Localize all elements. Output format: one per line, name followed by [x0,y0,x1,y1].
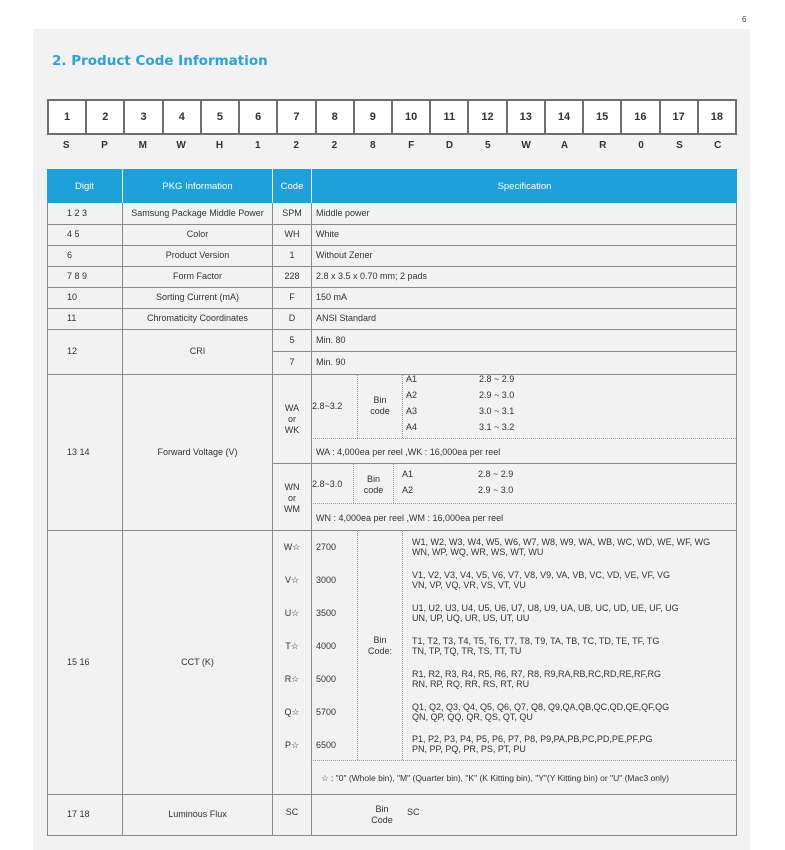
header-pkg-info: PKG Information [123,169,272,203]
code-cell: P☆ [284,740,300,750]
pkg-info-cell: Samsung Package Middle Power [131,208,264,218]
bin-value: 2.8 ~ 2.9 [478,469,514,479]
bin-value: 2.9 ~ 3.0 [479,390,515,400]
code-letter: D [445,140,454,151]
code-digit: 2 [87,101,125,133]
cct-bin-list: R1, R2, R3, R4, R5, R6, R7, R8, R9,RA,RB,RC,RD,RE,RF,RG [412,669,662,679]
voltage-range: 2.8~3.2 [312,401,343,411]
bin-code-label: code [370,406,390,416]
grid-line [402,374,404,438]
code-digit: 6 [240,101,278,133]
spec-cell: Min. 90 [316,357,346,367]
code-cell: SPM [282,208,302,218]
code-cell: SC [285,807,299,817]
cct-value: 3000 [316,575,337,585]
code-cell: 1 [289,250,295,260]
grid-line [47,794,737,795]
code-letter: F [408,140,415,151]
spec-cell: 2.8 x 3.5 x 0.70 mm; 2 pads [316,271,428,281]
code-cell: U☆ [284,608,300,618]
digit-cell: 4 5 [67,229,80,239]
grid-line [47,266,737,267]
cct-bin-list: T1, T2, T3, T4, T5, T6, T7, T8, T9, TA, TB, TC, TD, TE, TF, TG [412,636,660,646]
bin-value: 2.9 ~ 3.0 [478,485,514,495]
code-digit: 11 [431,101,469,133]
code-digit: 10 [393,101,431,133]
code-letter: S [676,140,683,151]
bin-code-label: Bin [373,395,387,405]
grid-line [311,760,736,761]
digit-cell: 12 [67,346,78,356]
grid-line [272,351,737,352]
code-letter: C [714,140,722,151]
code-cell: V☆ [284,575,300,585]
digit-cell: 13 14 [67,447,90,457]
grid-line [47,287,737,288]
bin-code-label: Bin [375,804,389,814]
cct-value: 3500 [316,608,337,618]
grid-line [311,438,736,439]
code-letter: A [560,140,569,151]
code-cell: 228 [284,271,300,281]
code-cell: T☆ [285,641,299,651]
grid-line [47,835,737,836]
cct-bin-list: Q1, Q2, Q3, Q4, Q5, Q6, Q7, Q8, Q9,QA,QB,QC,QD,QE,QF,QG [412,702,670,712]
code-cell: W☆ [283,542,301,552]
grid-line [47,224,737,225]
code-letter: 1 [255,140,261,151]
code-letter: P [101,140,108,151]
grid-line [47,374,737,375]
code-digit: 4 [164,101,202,133]
spec-cell: White [316,229,340,239]
bin-code: A4 [406,422,418,432]
code-cell: WH [284,229,300,239]
grid-line [393,463,395,503]
spec-cell: Min. 80 [316,335,346,345]
bin-value: 3.1 ~ 3.2 [479,422,515,432]
code-digit-boxes [47,99,737,135]
code-letter: W [176,140,186,151]
code-cell: WK [284,425,300,435]
bin-value: 3.0 ~ 3.1 [479,406,515,416]
cct-bin-list: QN, QP, QQ, QR, QS, QT, QU [412,712,533,722]
cct-value: 5700 [316,707,337,717]
grid-line [736,203,737,836]
code-cell: WA [284,403,300,413]
code-cell: 5 [289,335,295,345]
code-cell: D [288,313,296,323]
cct-value: 2700 [316,542,337,552]
spec-cell: ANSI Standard [316,313,377,323]
code-digit: 15 [584,101,622,133]
cct-bin-list: VN, VP, VQ, VR, VS, VT, VU [412,580,526,590]
cct-bin-list: UN, UP, UQ, UR, US, UT, UU [412,613,530,623]
code-cell: Q☆ [284,707,300,717]
pkg-info-cell: Product Version [165,250,230,260]
pkg-info-cell: Luminous Flux [168,809,227,819]
code-digit: 3 [125,101,163,133]
cct-bin-list: W1, W2, W3, W4, W5, W6, W7, W8, W9, WA, WB, WC, WD, WE, WF, WG [412,537,711,547]
pkg-info-cell: Color [186,229,209,239]
grid-line [272,463,737,464]
digit-cell: 17 18 [67,809,90,819]
digit-cell: 1 2 3 [67,208,88,218]
code-letter: H [215,140,224,151]
code-digit: 12 [469,101,507,133]
code-cell: WN [284,482,300,492]
code-digit: 8 [317,101,355,133]
code-digit: 14 [546,101,584,133]
pkg-info-cell: Forward Voltage (V) [157,447,238,457]
bin-code: A3 [406,406,418,416]
cct-bin-list: PN, PP, PQ, PR, PS, PT, PU [412,744,526,754]
code-letters [47,140,737,156]
bin-code: A2 [406,390,418,400]
header-digit: Digit [47,169,122,203]
code-letter: R [599,140,607,151]
reel-note: WN : 4,000ea per reel ,WM : 16,000ea per reel [316,513,504,523]
grid-line [47,530,737,531]
grid-line [311,503,736,504]
code-letter: 2 [331,140,338,151]
code-cell: R☆ [284,674,300,684]
code-letter: W [521,140,531,151]
cct-bin-list: U1, U2, U3, U4, U5, U6, U7, U8, U9, UA, UB, UC, UD, UE, UF, UG [412,603,679,613]
bin-code-label: Code [371,815,393,825]
bin-code: A1 [406,374,418,384]
code-cell: or [287,493,296,503]
code-letter: 0 [638,140,644,151]
cct-bin-list: P1, P2, P3, P4, P5, P6, P7, P8, P9,PA,PB,PC,PD,PE,PF,PG [412,734,653,744]
cct-value: 5000 [316,674,337,684]
code-letter: 8 [370,140,376,151]
grid-line [47,329,737,330]
header-code: Code [273,169,311,203]
grid-line [47,245,737,246]
spec-cell: SC [407,807,420,817]
spec-cell: Without Zener [316,250,373,260]
cct-bin-list: RN, RP, RQ, RR, RS, RT, RU [412,679,530,689]
reel-note: WA : 4,000ea per reel ,WK : 16,000ea per reel [316,447,501,457]
cct-value: 4000 [316,641,337,651]
pkg-info-cell: Sorting Current (mA) [155,292,240,302]
code-letter: S [62,140,70,151]
code-cell: 7 [289,357,295,367]
grid-line [311,203,312,836]
code-cell: or [287,414,296,424]
code-cell: WM [284,504,300,514]
cct-bin-note: ☆ : "0" (Whole bin), "M" (Quarter bin), "K" (K Kitting bin), "Y"(Y Kitting bin) or "U" (Mac3 only) [321,773,669,783]
bin-code: A2 [402,485,414,495]
spec-table [47,169,737,836]
digit-cell: 7 8 9 [67,271,88,281]
code-letter: 2 [293,140,299,151]
code-digit: 16 [622,101,660,133]
digit-cell: 10 [67,292,78,302]
bin-code-label: Code: [367,646,393,656]
grid-line [47,203,48,836]
bin-code-label: code [363,485,384,495]
pkg-info-cell: CRI [189,346,206,356]
pkg-info-cell: Form Factor [172,271,222,281]
header-specification: Specification [312,169,737,203]
code-digit: 1 [49,101,87,133]
spec-cell: 150 mA [316,292,348,302]
code-cell: F [289,292,295,302]
code-digit: 17 [661,101,699,133]
digit-cell: 6 [67,250,73,260]
digit-cell: 11 [67,313,77,323]
code-digit: 7 [278,101,316,133]
bin-code-label: Bin [373,635,387,645]
bin-code-label: Bin [366,474,380,484]
cct-value: 6500 [316,740,337,750]
pkg-info-cell: Chromaticity Coordinates [146,313,249,323]
bin-value: 2.8 ~ 2.9 [479,374,515,384]
spec-cell: Middle power [316,208,370,218]
cct-bin-list: V1, V2, V3, V4, V5, V6, V7, V8, V9, VA, VB, VC, VD, VE, VF, VG [412,570,670,580]
digit-cell: 15 16 [67,657,90,667]
code-letter: M [138,140,147,151]
code-digit: 5 [202,101,240,133]
bin-code: A1 [402,469,414,479]
section-title: 2. Product Code Information [52,53,268,69]
pkg-info-cell: CCT (K) [181,657,214,667]
code-digit: 9 [355,101,393,133]
cct-bin-list: WN, WP, WQ, WR, WS, WT, WU [412,547,544,557]
code-letter: 5 [484,140,491,151]
voltage-range: 2.8~3.0 [312,479,343,489]
grid-line [47,308,737,309]
page-number: 6 [742,15,747,24]
cct-bin-list: TN, TP, TQ, TR, TS, TT, TU [412,646,522,656]
code-digit: 13 [508,101,546,133]
grid-line [402,530,404,760]
code-digit: 18 [710,111,723,123]
